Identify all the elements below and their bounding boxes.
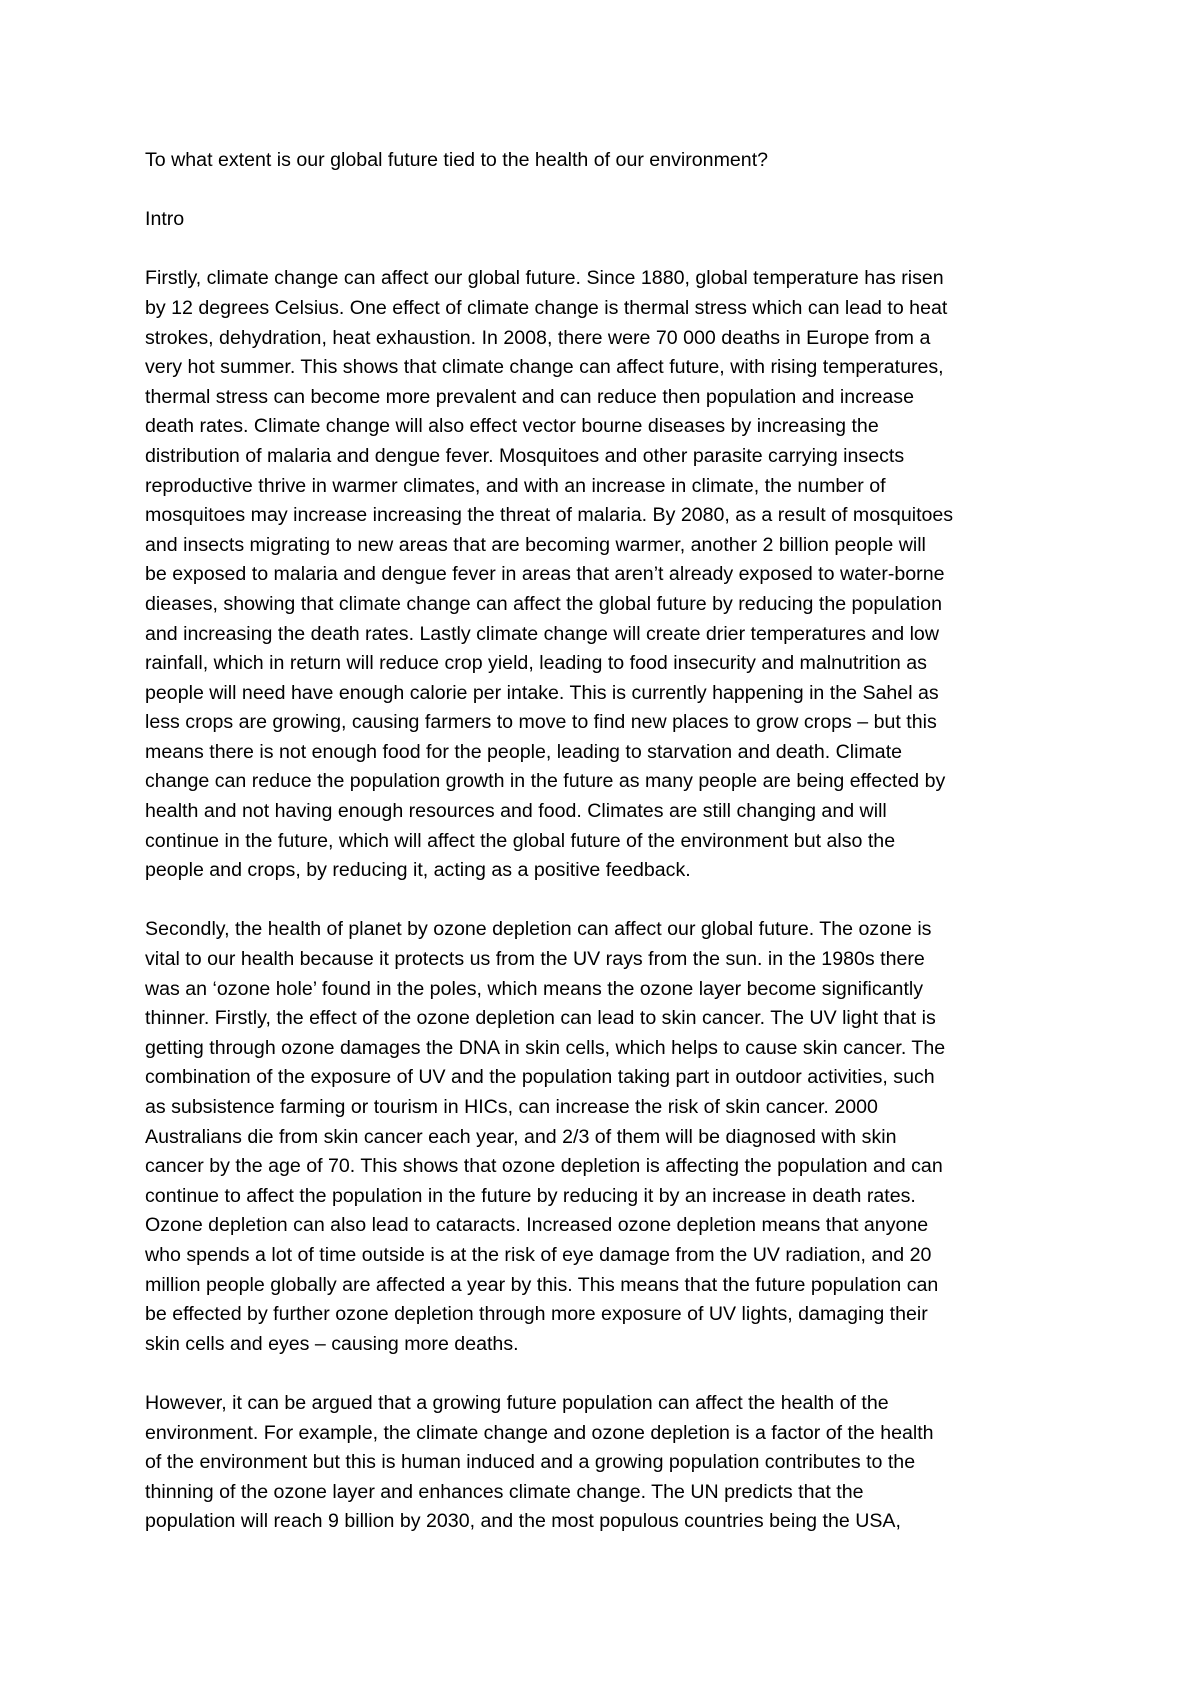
paragraph-line: strokes, dehydration, heat exhaustion. In 2008, there were 70 000 deaths in Europe from a xyxy=(145,326,931,349)
paragraph-line: by 12 degrees Celsius. One effect of climate change is thermal stress which can lead to heat xyxy=(145,296,948,319)
paragraph-climate-change xyxy=(145,264,1070,885)
paragraph-line: people will need have enough calorie per intake. This is currently happening in the Sahel as xyxy=(145,681,939,704)
paragraph-line: dieases, showing that climate change can affect the global future by reducing the population xyxy=(145,592,942,615)
paragraph-line: Australians die from skin cancer each year, and 2/3 of them will be diagnosed with skin xyxy=(145,1125,897,1148)
paragraph-line: who spends a lot of time outside is at the risk of eye damage from the UV radiation, and 20 xyxy=(145,1243,932,1266)
paragraph-line: cancer by the age of 70. This shows that ozone depletion is affecting the population and can xyxy=(145,1155,943,1178)
paragraph-line: as subsistence farming or tourism in HICs, can increase the risk of skin cancer. 2000 xyxy=(145,1096,878,1118)
paragraph-line: combination of the exposure of UV and the population taking part in outdoor activities, such xyxy=(145,1066,935,1089)
paragraph-line: and insects migrating to new areas that are becoming warmer, another 2 billion people will xyxy=(145,533,926,556)
paragraph-line: vital to our health because it protects us from the UV rays from the sun. in the 1980s there xyxy=(145,948,925,971)
paragraph-line: death rates. Climate change will also effect vector bourne diseases by increasing the xyxy=(145,415,879,438)
paragraph-line: environment. For example, the climate change and ozone depletion is a factor of the health xyxy=(145,1421,934,1444)
document-body xyxy=(145,146,1070,1537)
paragraph-line: skin cells and eyes – causing more deaths. xyxy=(145,1332,519,1355)
paragraph-line: reproductive thrive in warmer climates, and with an increase in climate, the number of xyxy=(145,474,886,497)
paragraph-line: means there is not enough food for the people, leading to starvation and death. Climate xyxy=(145,740,903,763)
paragraph-line: rainfall, which in return will reduce crop yield, leading to food insecurity and malnutrition as xyxy=(145,652,927,675)
paragraph-line: distribution of malaria and dengue fever. Mosquitoes and other parasite carrying insects xyxy=(145,444,905,467)
paragraph-line: Secondly, the health of planet by ozone depletion can affect our global future. The ozone is xyxy=(145,918,932,941)
paragraph-ozone-depletion xyxy=(145,915,1070,1359)
intro-heading: Intro xyxy=(145,208,185,231)
essay-title: To what extent is our global future tied to the health of our environment? xyxy=(145,149,769,171)
paragraph-line: people and crops, by reducing it, acting as a positive feedback. xyxy=(145,859,691,882)
paragraph-line: Firstly, climate change can affect our global future. Since 1880, global temperature has risen xyxy=(145,267,944,290)
paragraph-line: However, it can be argued that a growing future population can affect the health of the xyxy=(145,1391,889,1414)
paragraph-line: health and not having enough resources and food. Climates are still changing and will xyxy=(145,800,887,823)
paragraph-line: thinning of the ozone layer and enhances climate change. The UN predicts that the xyxy=(145,1480,864,1503)
paragraph-line: continue to affect the population in the future by reducing it by an increase in death rates. xyxy=(145,1184,916,1207)
paragraph-line: and increasing the death rates. Lastly climate change will create drier temperatures and low xyxy=(145,622,939,645)
paragraph-line: be effected by further ozone depletion through more exposure of UV lights, damaging their xyxy=(145,1303,928,1326)
paragraph-line: of the environment but this is human induced and a growing population contributes to the xyxy=(145,1451,916,1474)
paragraph-line: population will reach 9 billion by 2030, and the most populous countries being the USA, xyxy=(145,1510,901,1533)
paragraph-line: change can reduce the population growth in the future as many people are being effected by xyxy=(145,770,946,793)
paragraph-line: getting through ozone damages the DNA in skin cells, which helps to cause skin cancer. The xyxy=(145,1036,946,1059)
paragraph-line: very hot summer. This shows that climate change can affect future, with rising temperatures, xyxy=(145,356,944,379)
paragraph-line: mosquitoes may increase increasing the threat of malaria. By 2080, as a result of mosquitoes xyxy=(145,504,954,527)
paragraph-line: be exposed to malaria and dengue fever in areas that aren’t already exposed to water-borne xyxy=(145,563,945,586)
paragraph-line: thermal stress can become more prevalent and can reduce then population and increase xyxy=(145,385,914,408)
paragraph-line: thinner. Firstly, the effect of the ozone depletion can lead to skin cancer. The UV light that is xyxy=(145,1007,936,1030)
paragraph-line: million people globally are affected a year by this. This means that the future population can xyxy=(145,1273,939,1296)
paragraph-population xyxy=(145,1389,1070,1537)
paragraph-line: was an ‘ozone hole’ found in the poles, which means the ozone layer become significantly xyxy=(145,977,924,1000)
paragraph-line: Ozone depletion can also lead to cataracts. Increased ozone depletion means that anyone xyxy=(145,1214,929,1237)
paragraph-line: continue in the future, which will affect the global future of the environment but also the xyxy=(145,829,896,852)
paragraph-line: less crops are growing, causing farmers to move to find new places to grow crops – but this xyxy=(145,711,937,734)
